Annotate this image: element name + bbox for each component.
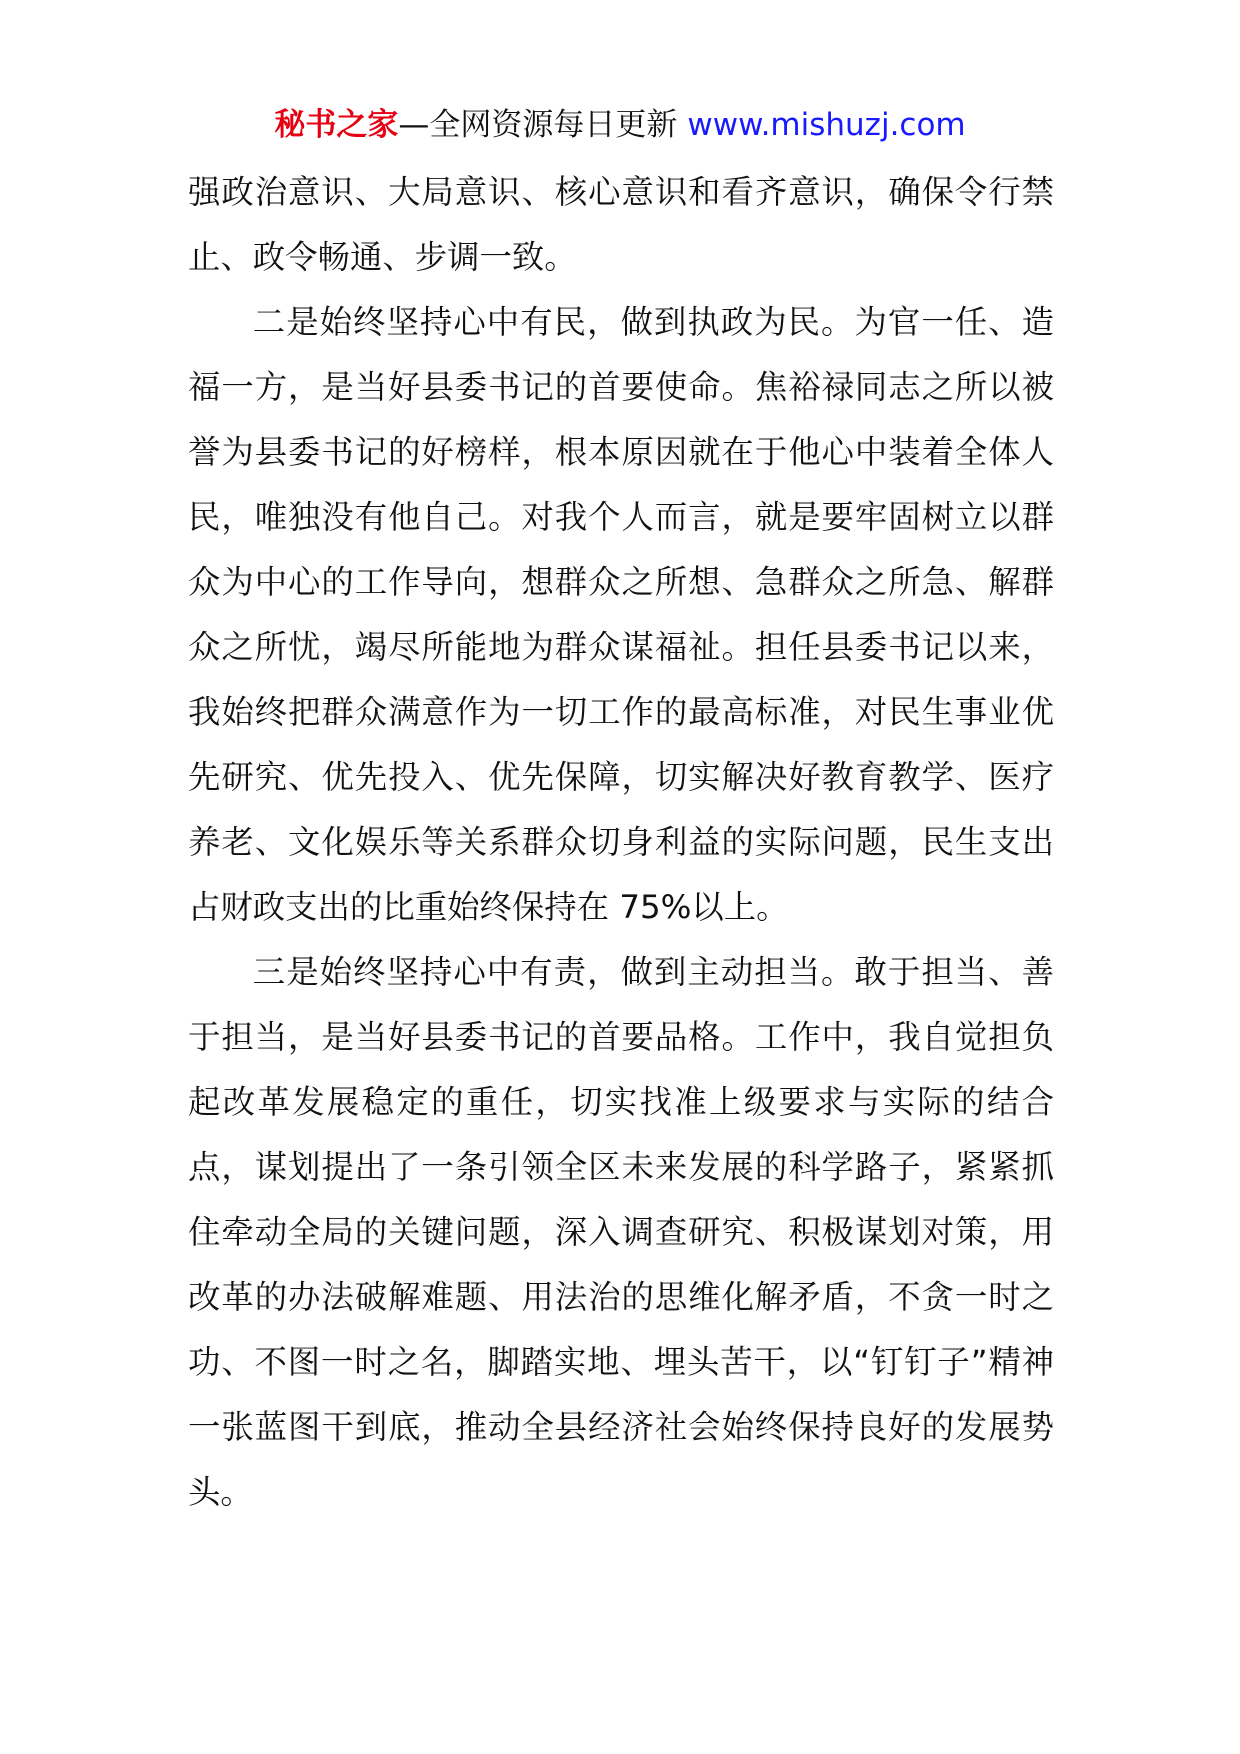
brand-name: 秘书之家 [274, 107, 399, 143]
paragraph-continuation: 强政治意识、大局意识、核心意识和看齐意识，确保令行禁止、政令畅通、步调一致。 [188, 173, 1054, 276]
document-body [188, 160, 1054, 1525]
website-link[interactable]: www.mishuzj.com [687, 107, 966, 143]
paragraph-take-responsibility: 三是始终坚持心中有责，做到主动担当。敢于担当、善于担当，是当好县委书记的首要品格。工作中，我自觉担负起改革发展稳定的重任，切实找准上级要求与实际的结合点，谋划提出了一条引领全区未来发展的科学路子，紧紧抓住牵动全局的关键问题，深入调查研究、积极谋划对策，用改革的办法破解难题、用法治的思维化解矛盾，不贪一时之功、不图一时之名，脚踏实地、埋头苦干，以“钉钉子”精神一张蓝图干到底，推动全县经济社会始终保持良好的发展势头。 [188, 953, 1054, 1511]
page-header [0, 100, 1240, 150]
header-tagline: —全网资源每日更新 [398, 107, 678, 143]
paragraph-serve-people: 二是始终坚持心中有民，做到执政为民。为官一任、造福一方，是当好县委书记的首要使命。焦裕禄同志之所以被誉为县委书记的好榜样，根本原因就在于他心中装着全体人民，唯独没有他自己。对我个人而言，就是要牢固树立以群众为中心的工作导向，想群众之所想、急群众之所急、解群众之所忧，竭尽所能地为群众谋福祉。担任县委书记以来，我始终把群众满意作为一切工作的最高标准，对民生事业优先研究、优先投入、优先保障，切实解决好教育教学、医疗养老、文化娱乐等关系群众切身利益的实际问题，民生支出占财政支出的比重始终保持在 75%以上。 [188, 303, 1054, 926]
